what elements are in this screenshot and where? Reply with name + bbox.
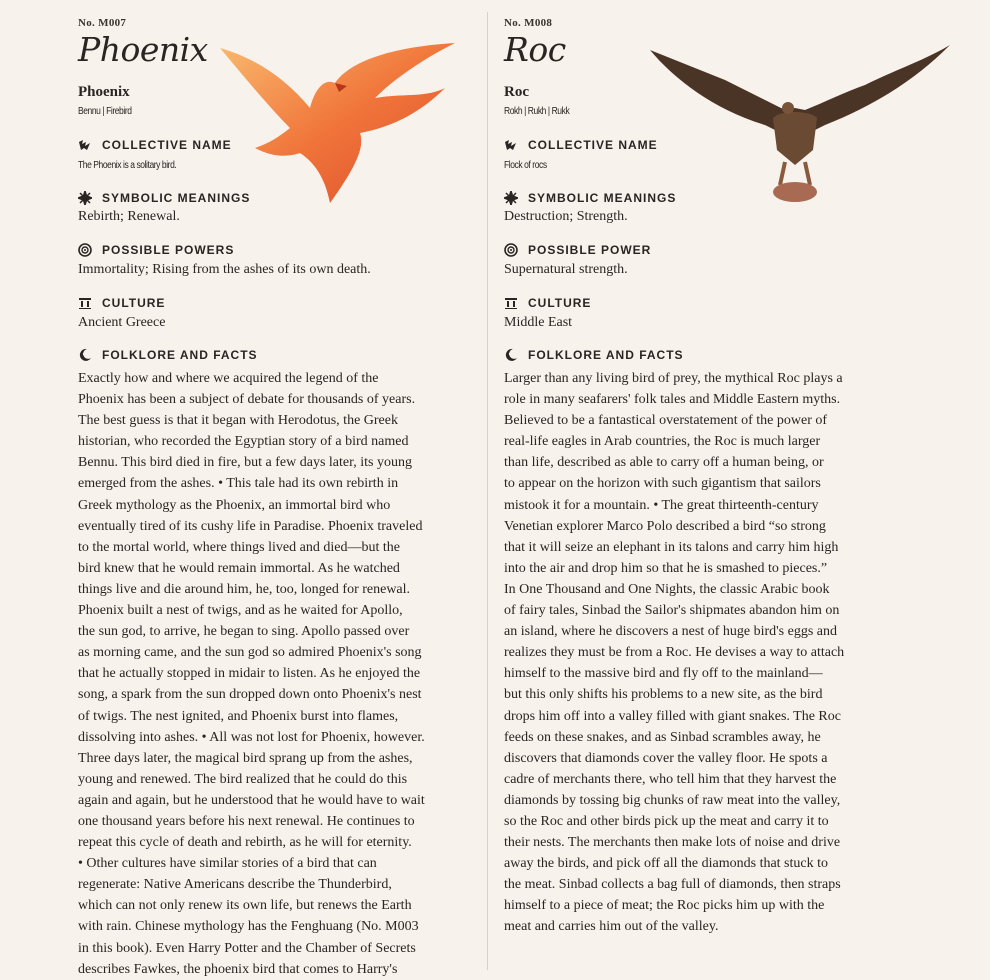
folklore-text xyxy=(78,368,478,980)
text-line: again and again, but he understood that he would have to wait xyxy=(78,792,425,808)
text-line: eventually tired of its cushy life in Paradise. Phoenix traveled xyxy=(78,518,423,534)
collective-name-heading: COLLECTIVE NAME xyxy=(78,138,232,152)
entry-number: No. M008 xyxy=(504,17,553,29)
text-line: one thousand years before his next renewal. He continues to xyxy=(78,813,415,829)
collective-name-value: Flock of rocs xyxy=(504,160,547,171)
text-line: mistook it for a mountain. • The great thirteenth-century xyxy=(504,497,819,513)
entry-aliases: Bennu | Firebird xyxy=(78,106,132,117)
text-line: Phoenix has been a subject of debate for thousands of years. xyxy=(78,392,416,408)
text-line: but this only shifts his problems to a new site, as the bird xyxy=(504,687,823,703)
text-line: which can not only renew its own life, but renews the Earth xyxy=(78,898,412,914)
text-line: feeds on these snakes, and as Sinbad scrambles away, he xyxy=(504,729,821,745)
text-line: dissolving into ashes. • All was not lost for Phoenix, however. xyxy=(78,729,425,745)
text-line: repeat this cycle of death and rebirth, as he will for eternity. xyxy=(78,835,412,851)
text-line: realizes they must be from a Roc. He devises a way to attach xyxy=(504,645,845,661)
entry-title: Phoenix xyxy=(78,30,208,69)
globe-icon xyxy=(78,243,92,257)
culture-value: Middle East xyxy=(504,315,573,330)
collective-name-heading: COLLECTIVE NAME xyxy=(504,138,658,152)
entry-title: Roc xyxy=(504,30,566,69)
text-line: Greek mythology as the Phoenix, an immortal bird who xyxy=(78,497,391,513)
starburst-icon xyxy=(78,191,92,205)
folklore-heading: FOLKLORE AND FACTS xyxy=(504,348,684,362)
text-line: of fairy tales, Sinbad the Sailor's shipmates abandon him on xyxy=(504,603,840,619)
text-line: In One Thousand and One Nights, the classic Arabic book xyxy=(504,581,830,597)
text-line: an island, where he discovers a nest of huge bird's eggs and xyxy=(504,624,837,640)
pillar-icon xyxy=(504,296,518,310)
text-line: describes Fawkes, the phoenix bird that comes to Harry's xyxy=(78,961,398,977)
entry-name: Phoenix xyxy=(78,84,130,100)
entry-name: Roc xyxy=(504,84,529,100)
text-line: in this book). Even Harry Potter and the Chamber of Secrets xyxy=(78,940,416,956)
text-line: that it will seize an elephant in its talons and carry him high xyxy=(504,539,839,555)
text-line: Larger than any living bird of prey, the mythical Roc plays a xyxy=(504,371,843,386)
text-line: himself to a piece of meat; the Roc picks him up with the xyxy=(504,898,825,914)
possible-powers-value: Immortality; Rising from the ashes of its own death. xyxy=(78,262,371,277)
text-line: things live and die around him, he, too, longed for renewal. xyxy=(78,581,411,597)
text-line: emerged from the ashes. • This tale had its own rebirth in xyxy=(78,476,399,492)
text-line: Three days later, the magical bird sprang up from the ashes, xyxy=(78,750,413,766)
flock-icon xyxy=(504,138,518,152)
culture-heading: CULTURE xyxy=(78,296,165,310)
text-line: himself to the massive bird and fly off to the mainland— xyxy=(504,666,823,682)
moon-icon xyxy=(504,348,518,362)
text-line: the meat. Sinbad collects a bag full of diamonds, then straps xyxy=(504,877,841,893)
culture-heading: CULTURE xyxy=(504,296,591,310)
text-line: to appear on the horizon with such gigantism that sailors xyxy=(504,476,821,492)
moon-icon xyxy=(78,348,92,362)
text-line: Exactly how and where we acquired the legend of the xyxy=(78,371,379,386)
text-line: The best guess is that it began with Herodotus, the Greek xyxy=(78,413,398,429)
symbolic-meanings-value: Rebirth; Renewal. xyxy=(78,209,180,224)
text-line: role in many seafarers' folk tales and Middle Eastern myths. xyxy=(504,392,841,408)
text-line: drops him off into a valley filled with giant snakes. The Roc xyxy=(504,708,841,724)
text-line: • Other cultures have similar stories of a bird that can xyxy=(78,856,377,872)
text-line: regenerate: Native Americans describe the Thunderbird, xyxy=(78,877,392,893)
text-line: historian, who recorded the Egyptian story of a bird named xyxy=(78,434,409,450)
folklore-text xyxy=(504,368,904,938)
roc-illustration xyxy=(645,30,955,210)
culture-value: Ancient Greece xyxy=(78,315,166,330)
text-line: with rain. Chinese mythology has the Fenghuang (No. M003 xyxy=(78,919,419,935)
text-line: as morning came, and the sun god so admired Phoenix's song xyxy=(78,645,422,661)
text-line: Bennu. This bird died in fire, but a few days later, its young xyxy=(78,455,412,471)
text-line: away the birds, and pick off all the diamonds that stuck to xyxy=(504,856,829,872)
possible-powers-heading: POSSIBLE POWERS xyxy=(78,243,234,257)
text-line: so the Roc and other birds pick up the meat and carry it to xyxy=(504,813,829,829)
text-line: bird knew that he would remain immortal. As he watched xyxy=(78,560,400,576)
text-line: Venetian explorer Marco Polo described a bird “so strong xyxy=(504,518,826,534)
text-line: meat and carries him out of the valley. xyxy=(504,919,719,935)
symbolic-meanings-value: Destruction; Strength. xyxy=(504,209,628,224)
symbolic-meanings-heading: SYMBOLIC MEANINGS xyxy=(78,191,250,205)
text-line: young and renewed. The bird realized that he could do this xyxy=(78,771,408,787)
entry-number: No. M007 xyxy=(78,17,127,29)
text-line: than life, described as able to carry off a human being, or xyxy=(504,455,824,471)
collective-name-value: The Phoenix is a solitary bird. xyxy=(78,160,177,171)
possible-power-heading: POSSIBLE POWER xyxy=(504,243,651,257)
text-line: cadre of merchants there, who tell him that they harvest the xyxy=(504,771,837,787)
text-line: song, a spark from the sun dropped down onto Phoenix's nest xyxy=(78,687,422,703)
text-line: of twigs. The nest ignited, and Phoenix burst into flames, xyxy=(78,708,399,724)
text-line: their nests. The merchants then make lots of noise and drive xyxy=(504,835,841,851)
text-line: Phoenix built a nest of twigs, and as he waited for Apollo, xyxy=(78,603,403,619)
globe-icon xyxy=(504,243,518,257)
text-line: into the air and drop him so that he is smashed to pieces.” xyxy=(504,560,828,576)
flock-icon xyxy=(78,138,92,152)
text-line: Believed to be a fantastical overstatement of the power of xyxy=(504,413,828,429)
pillar-icon xyxy=(78,296,92,310)
text-line: that he actually stopped in midair to listen. As he enjoyed the xyxy=(78,666,421,682)
entry-aliases: Rokh | Rukh | Rukk xyxy=(504,106,570,117)
possible-power-value: Supernatural strength. xyxy=(504,262,628,277)
folklore-heading: FOLKLORE AND FACTS xyxy=(78,348,258,362)
text-line: the sun god, to arrive, he began to sing. Apollo passed over xyxy=(78,624,410,640)
text-line: to the mortal world, where things lived and died—but the xyxy=(78,539,400,555)
text-line: real-life eagles in Arab countries, the Roc is much larger xyxy=(504,434,821,450)
text-line: discovers that diamonds cover the valley floor. He spots a xyxy=(504,750,828,766)
phoenix-illustration xyxy=(215,38,465,208)
starburst-icon xyxy=(504,191,518,205)
symbolic-meanings-heading: SYMBOLIC MEANINGS xyxy=(504,191,676,205)
column-divider xyxy=(487,12,488,970)
text-line: diamonds by tossing big chunks of raw meat into the valley, xyxy=(504,792,841,808)
